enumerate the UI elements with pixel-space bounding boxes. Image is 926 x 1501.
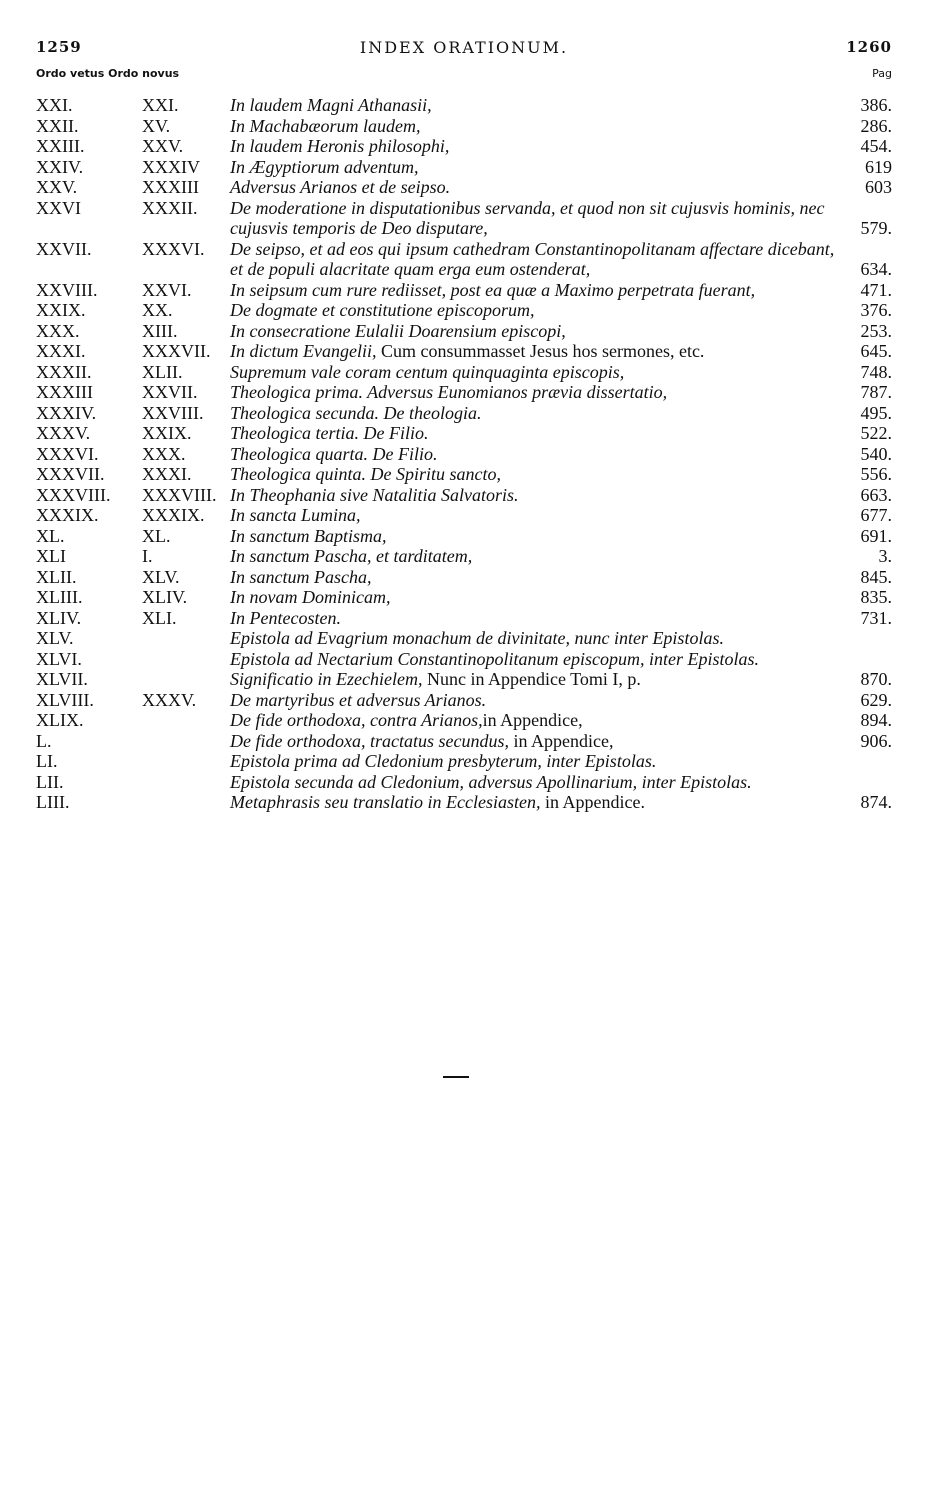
ordo-vetus-number: XXIII. xyxy=(36,136,85,156)
oration-title xyxy=(230,341,840,362)
column-headings xyxy=(36,67,892,83)
index-row xyxy=(36,95,892,116)
page-reference: 845. xyxy=(860,566,892,587)
ordo-vetus-number: LIII. xyxy=(36,792,70,812)
page-reference: 376. xyxy=(860,300,892,320)
index-row xyxy=(36,526,892,547)
oration-title-text: Adversus Arianos et de seipso. xyxy=(230,177,451,197)
page-reference: 906. xyxy=(860,730,892,751)
ordo-vetus-number: XXXIX. xyxy=(36,505,99,525)
oration-title xyxy=(230,116,840,137)
page-reference: 748. xyxy=(860,361,892,382)
page-reference: 454. xyxy=(860,136,892,156)
ordo-vetus-number: XXV. xyxy=(36,177,78,197)
end-rule xyxy=(443,1076,469,1078)
oration-title xyxy=(230,628,840,649)
oration-title-text: De seipso, et ad eos qui ipsum cathedram Constantinopolitanam affectare dicebant, et de populi alacritate quam erga eum ostenderat, xyxy=(230,238,835,279)
page-reference: 894. xyxy=(860,710,892,730)
oration-title xyxy=(230,321,840,342)
ordo-vetus-number: XXXV. xyxy=(36,423,91,443)
ordo-vetus-number: XLIX. xyxy=(36,710,84,730)
page-reference: 540. xyxy=(860,443,892,464)
ordo-vetus-number: XXXVI. xyxy=(36,443,99,464)
ordo-novus-number: XXXVI. xyxy=(142,238,205,259)
oration-title-text: Theologica secunda. De theologia. xyxy=(230,402,482,423)
oration-title-text: In sancta Lumina, xyxy=(230,505,361,525)
oration-title-text: Theologica tertia. De Filio. xyxy=(230,423,429,443)
index-row xyxy=(36,300,892,321)
ordo-vetus-number: XXXIII xyxy=(36,382,93,402)
oration-title-note: Nunc in Appendice Tomi I, p. xyxy=(422,669,641,689)
ordo-vetus-number: XXVII. xyxy=(36,238,92,259)
oration-title xyxy=(230,444,840,465)
oration-title xyxy=(230,505,840,526)
oration-title xyxy=(230,526,840,547)
oration-title xyxy=(230,423,840,444)
oration-title-text: Theologica prima. Adversus Eunomianos prævia dissertatio, xyxy=(230,382,668,402)
index-row xyxy=(36,710,892,731)
ordo-novus-number: XXXV. xyxy=(142,689,197,710)
ordo-vetus-number: XXIV. xyxy=(36,156,84,177)
oration-title-note: Cum consummasset Jesus hos sermones, etc. xyxy=(376,341,705,361)
ordo-novus-number: XXX. xyxy=(142,443,186,464)
index-row xyxy=(36,669,892,690)
index-row xyxy=(36,321,892,342)
oration-title-text: De fide orthodoxa, tractatus secundus, xyxy=(230,730,509,751)
page-number-left: 1259 xyxy=(36,38,82,56)
oration-title-text: Significatio in Ezechielem, xyxy=(230,669,423,689)
oration-title xyxy=(230,198,840,239)
index-row xyxy=(36,649,892,670)
index-row xyxy=(36,362,892,383)
index-row xyxy=(36,198,892,239)
oration-title-note: in Appendice, xyxy=(508,730,614,751)
ordo-vetus-number: XL. xyxy=(36,525,65,546)
page-reference: 634. xyxy=(860,259,892,279)
ordo-novus-number: XXXIII xyxy=(142,177,199,197)
running-title: INDEX ORATIONUM. xyxy=(359,38,569,57)
page-reference: 619 xyxy=(865,156,892,177)
ordo-novus-number: I. xyxy=(142,546,153,566)
oration-title xyxy=(230,751,840,772)
page-column-heading: Pag xyxy=(872,67,892,80)
page-reference: 645. xyxy=(860,341,892,361)
page-reference: 677. xyxy=(860,505,892,525)
oration-title xyxy=(230,608,840,629)
ordo-vetus-number: XXXVIII. xyxy=(36,484,111,505)
page-reference: 556. xyxy=(860,464,892,484)
index-row xyxy=(36,444,892,465)
oration-title-text: Epistola ad Nectarium Constantinopolitanum episcopum, inter Epistolas. xyxy=(230,648,759,669)
oration-title xyxy=(230,403,840,424)
page-reference: 522. xyxy=(860,423,892,443)
oration-title-text: In seipsum cum rure rediisset, post ea quæ a Maximo perpetrata fuerant, xyxy=(230,279,756,300)
oration-title xyxy=(230,485,840,506)
oration-title xyxy=(230,382,840,403)
ordo-vetus-number: XLIV. xyxy=(36,607,82,628)
page-reference: 286. xyxy=(860,115,892,136)
page-reference: 874. xyxy=(860,792,892,812)
oration-title-text: In consecratione Eulalii Doarensium episcopi, xyxy=(230,320,566,341)
page-reference: 787. xyxy=(860,382,892,402)
page-reference: 386. xyxy=(860,95,892,115)
oration-title xyxy=(230,567,840,588)
oration-title xyxy=(230,649,840,670)
ordo-novus-number: XLI. xyxy=(142,607,177,628)
ordo-vetus-number: XLVII. xyxy=(36,669,88,689)
ordo-novus-number: XL. xyxy=(142,525,171,546)
ordo-vetus-number: XLI xyxy=(36,546,66,566)
page-reference: 691. xyxy=(860,525,892,546)
index-row xyxy=(36,505,892,526)
ordo-vetus-number: L. xyxy=(36,730,52,751)
oration-index-list xyxy=(36,95,892,813)
ordo-novus-number: XLV. xyxy=(142,566,180,587)
ordo-vetus-number: XXX. xyxy=(36,320,80,341)
oration-title xyxy=(230,546,840,567)
index-row xyxy=(36,546,892,567)
oration-title-text: Theologica quinta. De Spiritu sancto, xyxy=(230,464,501,484)
page-header xyxy=(36,38,892,60)
ordo-vetus-number: XLVIII. xyxy=(36,689,94,710)
ordo-novus-number: XXIX. xyxy=(142,423,192,443)
page-number-right: 1260 xyxy=(846,38,892,56)
page-reference: 603 xyxy=(865,177,892,197)
ordo-vetus-number: XXIX. xyxy=(36,300,86,320)
page-reference: 253. xyxy=(860,320,892,341)
oration-title xyxy=(230,136,840,157)
ordo-novus-number: XXXI. xyxy=(142,464,192,484)
oration-title xyxy=(230,300,840,321)
index-row xyxy=(36,772,892,793)
oration-title xyxy=(230,669,840,690)
ordo-novus-number: XXVII. xyxy=(142,382,198,402)
ordo-novus-number: XXI. xyxy=(142,95,179,115)
oration-title xyxy=(230,710,840,731)
order-column-heading: Ordo vetus Ordo novus xyxy=(36,67,180,80)
index-row xyxy=(36,690,892,711)
page-reference: 629. xyxy=(860,689,892,710)
index-row xyxy=(36,485,892,506)
ordo-vetus-number: XLIII. xyxy=(36,587,83,607)
page-reference: 579. xyxy=(860,218,892,238)
oration-title-text: De fide orthodoxa, contra Arianos, xyxy=(230,710,483,730)
ordo-novus-number: XXV. xyxy=(142,136,184,156)
ordo-vetus-number: XXXI. xyxy=(36,341,86,361)
page-reference: 495. xyxy=(860,402,892,423)
oration-title xyxy=(230,464,840,485)
oration-title-note: in Appendice, xyxy=(482,710,583,730)
oration-title-text: In sanctum Pascha, xyxy=(230,566,372,587)
index-row xyxy=(36,587,892,608)
ordo-vetus-number: XLVI. xyxy=(36,648,82,669)
ordo-novus-number: XXXVIII. xyxy=(142,484,217,505)
oration-title-text: De moderatione in disputationibus servanda, et quod non sit cujusvis hominis, nec cujusvis temporis de Deo disputare, xyxy=(230,197,825,238)
oration-title-note: in Appendice. xyxy=(540,792,645,812)
index-row xyxy=(36,608,892,629)
index-row xyxy=(36,403,892,424)
oration-title-text: In novam Dominicam, xyxy=(230,587,391,607)
ordo-vetus-number: LI. xyxy=(36,751,58,771)
oration-title-text: Theologica quarta. De Filio. xyxy=(230,443,438,464)
ordo-vetus-number: XXVIII. xyxy=(36,279,98,300)
ordo-novus-number: XXVI. xyxy=(142,279,192,300)
oration-title-text: In dictum Evangelii, xyxy=(230,341,377,361)
oration-title-text: Epistola secunda ad Cledonium, adversus Apollinarium, inter Epistolas. xyxy=(230,771,752,792)
ordo-vetus-number: XLV. xyxy=(36,628,74,648)
oration-title xyxy=(230,177,840,198)
oration-title-text: In laudem Magni Athanasii, xyxy=(230,95,432,115)
ordo-novus-number: XXVIII. xyxy=(142,402,204,423)
oration-title-text: Epistola prima ad Cledonium presbyterum, inter Epistolas. xyxy=(230,751,657,771)
ordo-novus-number: XXXIX. xyxy=(142,505,205,525)
page-reference: 471. xyxy=(860,279,892,300)
oration-title xyxy=(230,731,840,752)
oration-title-text: Epistola ad Evagrium monachum de divinitate, nunc inter Epistolas. xyxy=(230,628,724,648)
oration-title xyxy=(230,587,840,608)
oration-title-text: In Theophania sive Natalitia Salvatoris. xyxy=(230,484,519,505)
ordo-novus-number: XIII. xyxy=(142,320,178,341)
index-row xyxy=(36,136,892,157)
oration-title-text: In Pentecosten. xyxy=(230,607,341,628)
oration-title xyxy=(230,95,840,116)
index-row xyxy=(36,341,892,362)
oration-title-text: In Machabæorum laudem, xyxy=(230,115,421,136)
oration-title xyxy=(230,239,840,280)
index-row xyxy=(36,751,892,772)
oration-title-text: De martyribus et adversus Arianos. xyxy=(230,689,487,710)
index-row xyxy=(36,280,892,301)
oration-title-text: In sanctum Pascha, et tarditatem, xyxy=(230,546,473,566)
oration-title-text: De dogmate et constitutione episcoporum, xyxy=(230,300,535,320)
index-row xyxy=(36,464,892,485)
ordo-vetus-number: XXXIV. xyxy=(36,402,97,423)
index-row xyxy=(36,116,892,137)
oration-title-text: In sanctum Baptisma, xyxy=(230,525,387,546)
oration-title-text: In Ægyptiorum adventum, xyxy=(230,156,419,177)
page-reference: 835. xyxy=(860,587,892,607)
index-row xyxy=(36,567,892,588)
ordo-vetus-number: XXI. xyxy=(36,95,73,115)
oration-title-text: Supremum vale coram centum quinquaginta episcopis, xyxy=(230,361,625,382)
page-reference: 731. xyxy=(860,607,892,628)
oration-title xyxy=(230,690,840,711)
index-row xyxy=(36,157,892,178)
index-row xyxy=(36,177,892,198)
index-row xyxy=(36,731,892,752)
ordo-novus-number: XV. xyxy=(142,115,171,136)
index-row xyxy=(36,628,892,649)
oration-title-text: Metaphrasis seu translatio in Ecclesiasten, xyxy=(230,792,541,812)
index-row xyxy=(36,382,892,403)
ordo-novus-number: XLIV. xyxy=(142,587,188,607)
oration-title xyxy=(230,772,840,793)
ordo-novus-number: XLII. xyxy=(142,361,183,382)
index-row xyxy=(36,792,892,813)
index-row xyxy=(36,423,892,444)
ordo-novus-number: XXXII. xyxy=(142,197,198,218)
oration-title xyxy=(230,157,840,178)
ordo-vetus-number: XLII. xyxy=(36,566,77,587)
ordo-vetus-number: XXVI xyxy=(36,197,81,218)
ordo-novus-number: XXXIV xyxy=(142,156,200,177)
ordo-vetus-number: XXXII. xyxy=(36,361,92,382)
page-reference: 663. xyxy=(860,484,892,505)
ordo-novus-number: XXXVII. xyxy=(142,341,211,361)
oration-title xyxy=(230,280,840,301)
ordo-vetus-number: LII. xyxy=(36,771,64,792)
page-reference: 3. xyxy=(878,546,892,566)
ordo-vetus-number: XXXVII. xyxy=(36,464,105,484)
page-reference: 870. xyxy=(860,669,892,689)
index-row xyxy=(36,239,892,280)
ordo-vetus-number: XXII. xyxy=(36,115,79,136)
oration-title-text: In laudem Heronis philosophi, xyxy=(230,136,450,156)
ordo-novus-number: XX. xyxy=(142,300,173,320)
oration-title xyxy=(230,362,840,383)
oration-title xyxy=(230,792,840,813)
